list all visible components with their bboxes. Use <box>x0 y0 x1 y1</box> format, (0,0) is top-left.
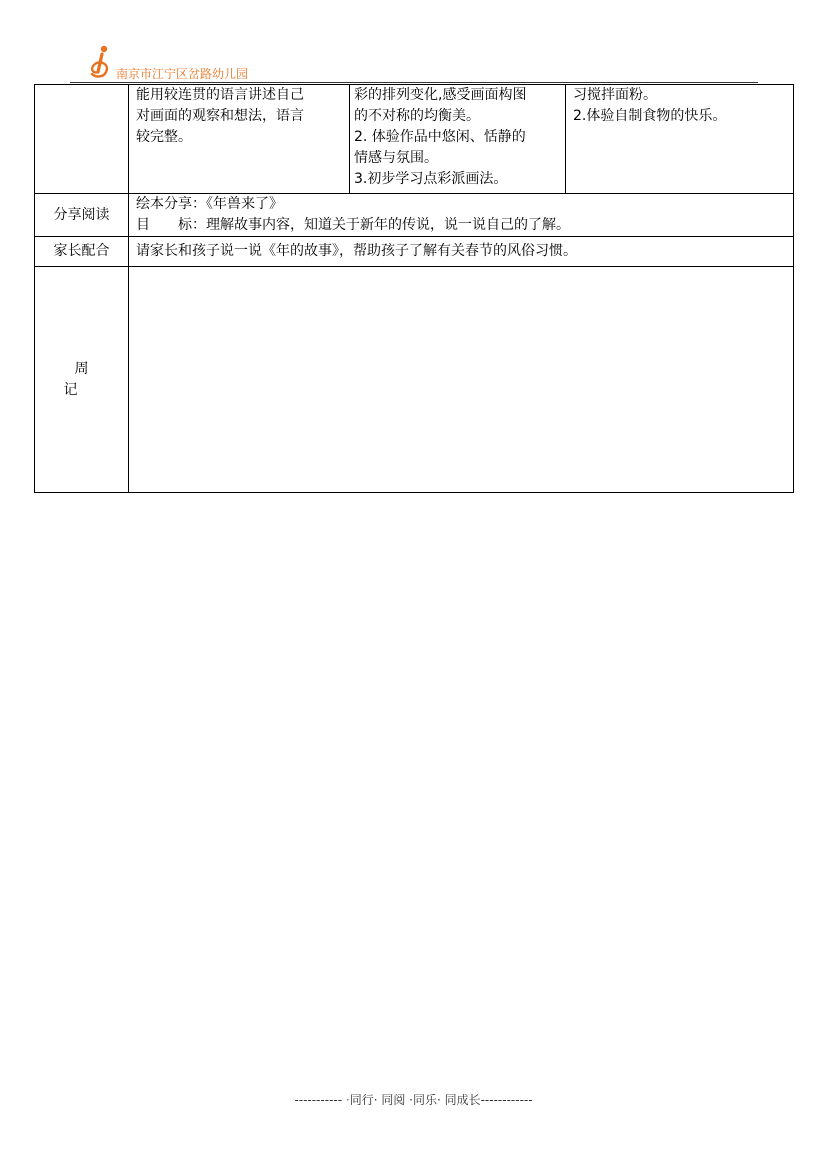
page-footer <box>0 1091 827 1108</box>
table-row <box>35 194 794 237</box>
text-line: 2.体验自制食物的快乐。 <box>573 108 727 124</box>
text-line: 2. 体验作品中悠闲、恬静的 <box>354 129 526 145</box>
weekly-notes-label-text: 周记 <box>63 360 111 398</box>
text-line: 彩的排列变化,感受画面构图 <box>354 87 527 103</box>
table-row <box>35 267 794 493</box>
share-book-line: 绘本分享：《年兽来了》 <box>136 196 283 212</box>
text-line: 较完整。 <box>136 129 192 145</box>
weekly-notes-label <box>35 267 129 493</box>
content-cell <box>350 85 566 194</box>
footer-dashes-right: ------------ <box>480 1093 533 1107</box>
row-label-cell <box>35 85 129 194</box>
parent-cooperation-text: 请家长和孩子说一说《年的故事》，帮助孩子了解有关春节的风俗习惯。 <box>136 243 577 259</box>
footer-separator: · <box>342 1093 350 1107</box>
table-row <box>35 85 794 194</box>
content-cell <box>129 85 350 194</box>
footer-motto: 同行· 同阅 ·同乐· 同成长 <box>349 1093 481 1107</box>
text-line: 的不对称的均衡美。 <box>354 108 480 124</box>
text-line: 对画面的观察和想法，语言 <box>136 108 304 124</box>
share-reading-label: 分享阅读 <box>35 194 129 237</box>
text-line: 情感与氛围。 <box>354 150 438 166</box>
weekly-notes-content <box>129 267 794 493</box>
goal-label: 目 标： <box>136 217 206 233</box>
footer-dashes-left: ----------- <box>294 1093 343 1107</box>
text-line: 习搅拌面粉。 <box>573 87 657 103</box>
header-divider <box>70 82 758 83</box>
goal-text: 理解故事内容，知道关于新年的传说，说一说自己的了解。 <box>206 217 570 233</box>
content-cell <box>566 85 794 194</box>
parent-cooperation-label: 家长配合 <box>35 237 129 267</box>
kindergarten-logo-icon <box>88 44 116 80</box>
share-reading-content <box>129 194 794 237</box>
school-name: 南京市江宁区岔路幼儿园 <box>116 67 249 81</box>
page-header <box>70 44 758 84</box>
text-line: 能用较连贯的语言讲述自己 <box>136 87 304 103</box>
parent-cooperation-content <box>129 237 794 267</box>
table-row <box>35 237 794 267</box>
text-line: 3.初步学习点彩派画法。 <box>354 171 508 187</box>
share-goal-line <box>136 215 786 236</box>
weekly-plan-table <box>34 84 794 493</box>
